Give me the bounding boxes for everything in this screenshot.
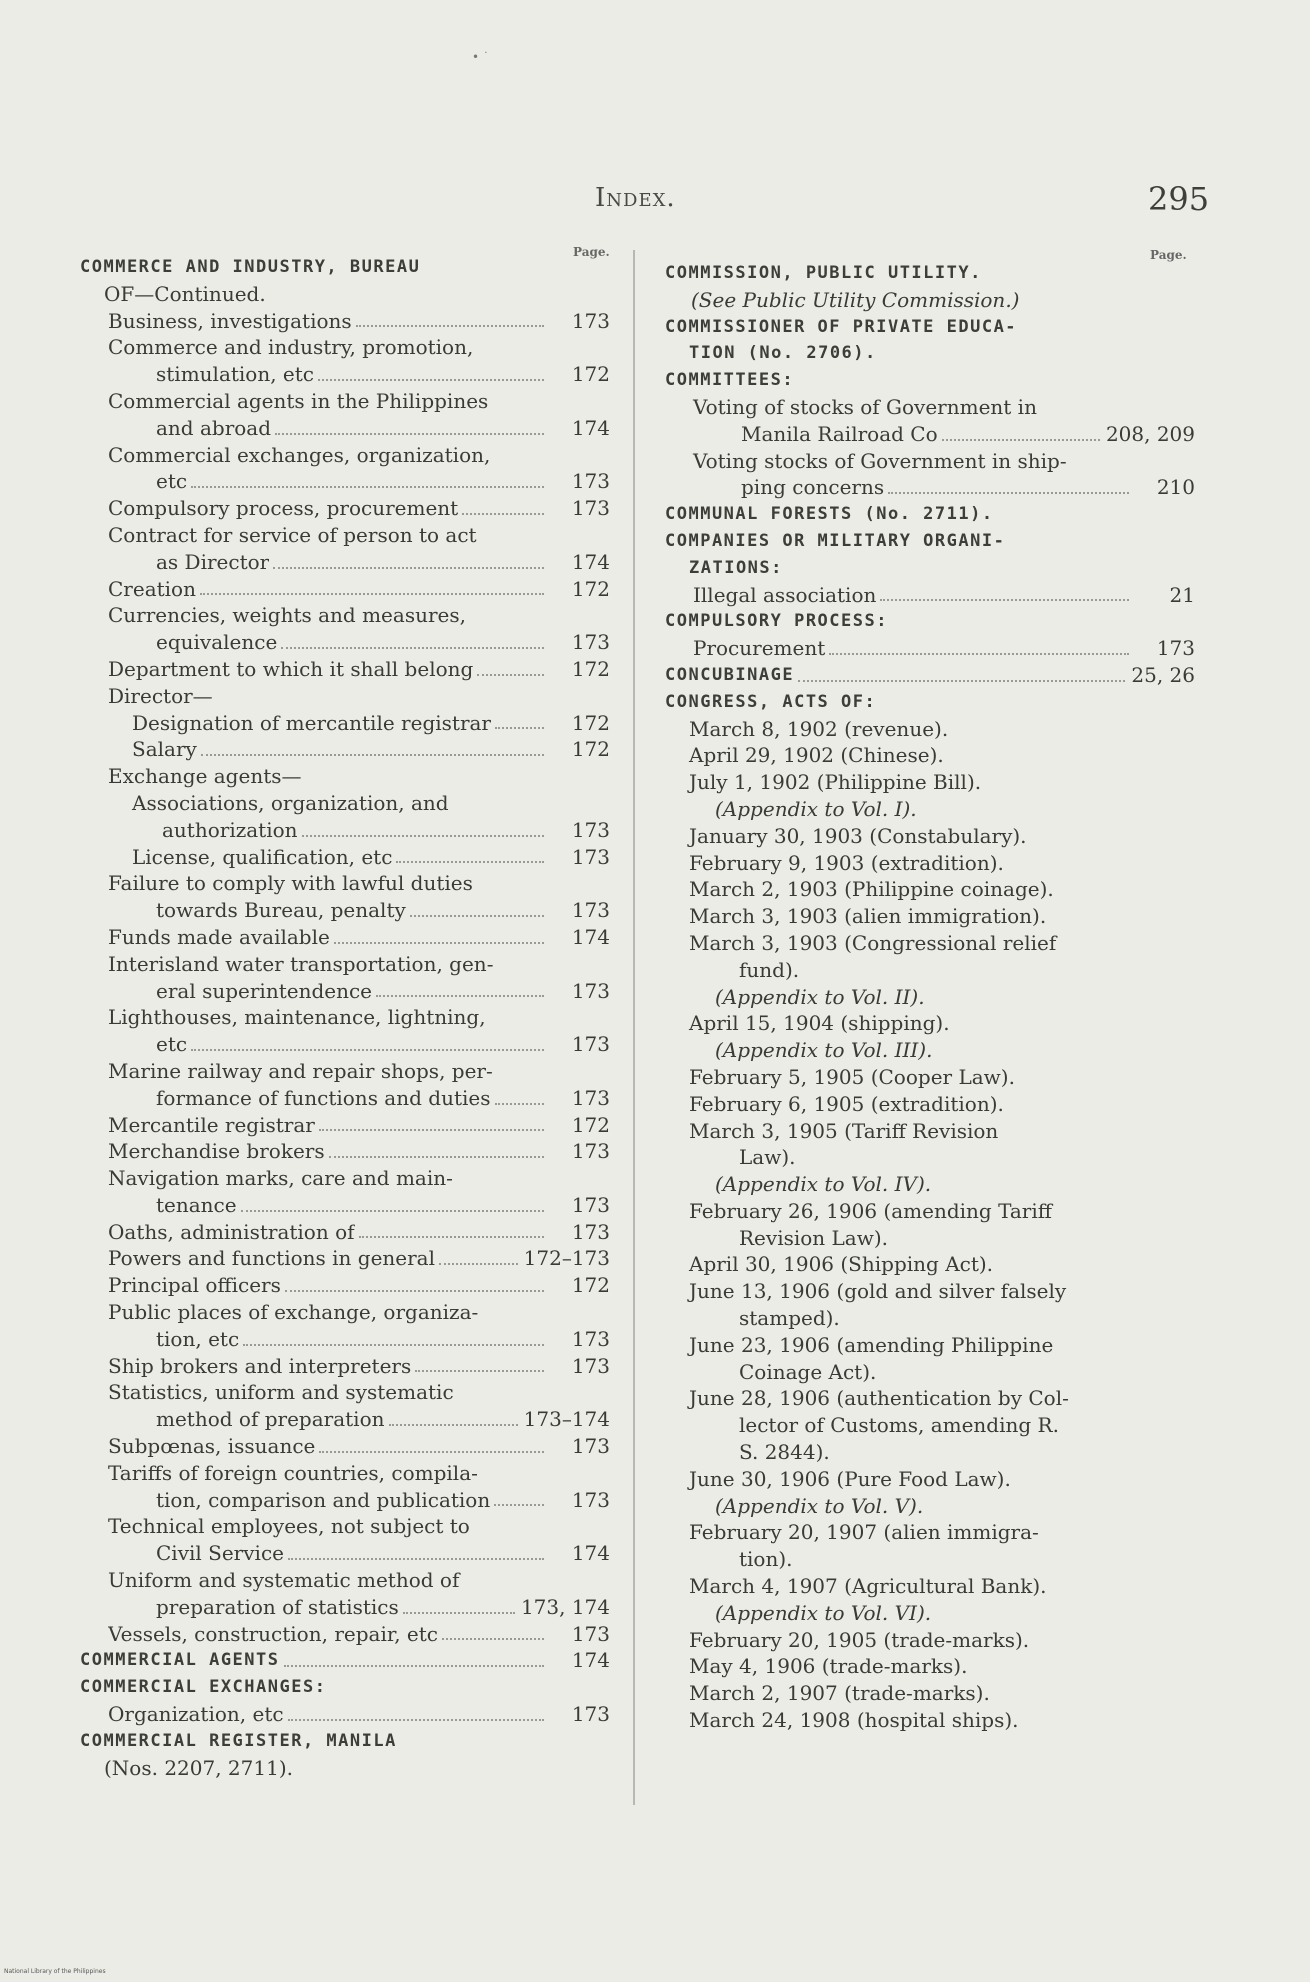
congress-act xyxy=(665,1064,1195,1091)
congress-act-text-cont: stamped). xyxy=(739,1306,840,1331)
entries-group-2 xyxy=(80,870,610,1647)
index-entry-text: Principal officers xyxy=(108,1273,281,1298)
index-entry xyxy=(80,1567,610,1621)
index-entry xyxy=(80,924,610,951)
index-entry-text: Creation xyxy=(108,576,196,601)
page-reference: 172 xyxy=(571,1112,610,1137)
index-entry-text: Salary xyxy=(132,737,197,762)
page-reference: 173 xyxy=(571,978,610,1003)
page-reference: 173 xyxy=(571,308,610,333)
commissioner-continued: TION (No. 2706). xyxy=(689,343,877,364)
index-entry xyxy=(80,870,610,924)
index-entry-text: Vessels, construction, repair, etc xyxy=(108,1621,438,1646)
congress-act-text: March 24, 1908 (hospital ships). xyxy=(689,1708,1019,1733)
index-entry xyxy=(80,790,610,844)
index-entry xyxy=(80,522,610,576)
index-entry xyxy=(80,1058,610,1112)
index-entry-text: Uniform and systematic method of xyxy=(108,1568,460,1593)
page-reference: 173 xyxy=(571,496,610,521)
index-entry-text-cont: equivalence xyxy=(156,630,278,655)
congress-act-text: April 15, 1904 (shipping). xyxy=(689,1011,950,1036)
congress-act xyxy=(665,1653,1195,1680)
index-entry-text: Failure to comply with lawful duties xyxy=(108,871,473,896)
index-entry-text-cont: method of preparation xyxy=(156,1407,385,1432)
congress-act xyxy=(665,930,1195,984)
congress-act-text-cont: Law). xyxy=(739,1145,796,1170)
index-entry-text-cont: formance of functions and duties xyxy=(156,1085,491,1110)
page-reference: 173 xyxy=(571,844,610,869)
page-reference: 174 xyxy=(571,924,610,949)
appendix-reference: (Appendix to Vol. IV). xyxy=(715,1172,932,1197)
commission-see-reference: (See Public Utility Commission.) xyxy=(691,287,1020,312)
page-reference: 173 xyxy=(571,817,610,842)
index-entry xyxy=(80,442,610,496)
index-entry-text: Interisland water transportation, gen- xyxy=(108,951,494,976)
congress-act-text: April 30, 1906 (Shipping Act). xyxy=(689,1252,994,1277)
index-entry xyxy=(80,1299,610,1353)
index-entry xyxy=(80,736,610,763)
page-mark: • ˙ xyxy=(472,50,489,64)
index-entry xyxy=(80,1513,610,1567)
congress-act xyxy=(665,1600,1195,1627)
index-entry-text: Navigation marks, care and main- xyxy=(108,1166,453,1191)
index-entry-text-cont: tion, etc xyxy=(156,1326,240,1351)
index-entry-text: Merchandise brokers xyxy=(108,1139,325,1164)
page-reference: 174 xyxy=(571,1541,610,1566)
page-reference: 173 xyxy=(571,1192,610,1217)
index-entry-text-cont: etc xyxy=(156,469,188,494)
page-reference: 173–174 xyxy=(523,1407,610,1432)
commercial-register-heading: COMMERCIAL REGISTER, MANILA xyxy=(80,1730,397,1751)
index-entry-text: Technical employees, not subject to xyxy=(108,1514,470,1539)
index-entry-text: Public places of exchange, organiza- xyxy=(108,1300,479,1325)
congress-act-text: May 4, 1906 (trade-marks). xyxy=(689,1654,968,1679)
page-reference: 172–173 xyxy=(523,1246,610,1271)
congress-act xyxy=(665,769,1195,796)
main-heading: COMMERCE AND INDUSTRY, BUREAU xyxy=(80,257,421,277)
congress-act-text-cont: S. 2844). xyxy=(739,1440,830,1465)
main-heading-continued: OF—Continued. xyxy=(104,281,266,306)
index-entry-text: Business, investigations xyxy=(108,308,352,333)
page-reference: 173 xyxy=(571,898,610,923)
congress-act-text: February 26, 1906 (amending Tariff xyxy=(689,1198,1052,1223)
page-reference: 173 xyxy=(571,1434,610,1459)
congress-act-text: March 4, 1907 (Agricultural Bank). xyxy=(689,1574,1047,1599)
index-entry-text-cont: and abroad xyxy=(156,415,272,440)
index-entry-text: Commercial agents in the Philippines xyxy=(108,388,489,413)
congress-act-text: February 6, 1905 (extradition). xyxy=(689,1091,1004,1116)
congress-act-text-cont: Revision Law). xyxy=(739,1225,889,1250)
index-entry-text-cont: etc xyxy=(156,1032,188,1057)
congress-act-text: April 29, 1902 (Chinese). xyxy=(689,743,944,768)
appendix-reference: (Appendix to Vol. V). xyxy=(715,1493,924,1518)
congress-act xyxy=(665,1198,1195,1252)
congress-act xyxy=(665,1627,1195,1654)
congress-acts-list xyxy=(665,716,1195,1734)
congress-act xyxy=(665,1466,1195,1493)
congress-act-text: March 2, 1903 (Philippine coinage). xyxy=(689,877,1054,902)
congress-acts-heading: CONGRESS, ACTS OF: xyxy=(665,691,877,712)
index-entry-text: Mercantile registrar xyxy=(108,1112,315,1137)
congress-act xyxy=(665,876,1195,903)
index-entry xyxy=(80,1460,610,1514)
congress-act xyxy=(665,1519,1195,1573)
index-entry xyxy=(80,656,610,683)
left-page-column-label: Page. xyxy=(573,245,610,259)
page-reference: 173 xyxy=(571,1032,610,1057)
index-entry xyxy=(665,448,1195,502)
index-entry xyxy=(80,576,610,603)
index-entry-text: Lighthouses, maintenance, lightning, xyxy=(108,1005,486,1030)
page-reference: 172 xyxy=(571,737,610,762)
index-entry xyxy=(80,334,610,388)
page-reference: 173 xyxy=(571,1487,610,1512)
index-entry-text: Funds made available xyxy=(108,924,330,949)
index-entry-text: Statistics, uniform and systematic xyxy=(108,1380,454,1405)
page-reference: 208, 209 xyxy=(1105,421,1195,446)
congress-act-text: February 20, 1905 (trade-marks). xyxy=(689,1627,1030,1652)
index-entry-text: Voting of stocks of Government in xyxy=(693,394,1037,419)
congress-act-text: March 3, 1903 (Congressional relief xyxy=(689,930,1057,955)
page-reference: 174 xyxy=(571,549,610,574)
index-entry xyxy=(80,1165,610,1219)
congress-act xyxy=(665,1251,1195,1278)
commercial-exchanges-entry: Organization, etc 173 xyxy=(108,1702,610,1727)
companies-entry: Illegal association 21 xyxy=(693,582,1195,607)
index-entry xyxy=(80,1379,610,1433)
index-entry xyxy=(80,1433,610,1460)
index-entry xyxy=(80,388,610,442)
congress-act xyxy=(665,1385,1195,1465)
index-entry-text: Powers and functions in general xyxy=(108,1246,436,1271)
congress-act xyxy=(665,1573,1195,1600)
index-entry-text: Commercial exchanges, organization, xyxy=(108,442,491,467)
director-label: Director— xyxy=(108,683,213,708)
commercial-register-continued: (Nos. 2207, 2711). xyxy=(104,1755,293,1780)
congress-act-text-cont: tion). xyxy=(739,1547,793,1572)
congress-act-text-cont: fund). xyxy=(739,957,800,982)
index-entry-text: Ship brokers and interpreters xyxy=(108,1353,412,1378)
index-entry-text: Currencies, weights and measures, xyxy=(108,603,466,628)
index-entry-text-cont: tion, comparison and publication xyxy=(156,1487,491,1512)
page-reference: 173 xyxy=(571,1353,610,1378)
congress-act xyxy=(665,903,1195,930)
congress-act xyxy=(665,1118,1195,1172)
congress-act-text: June 28, 1906 (authentication by Col- xyxy=(689,1386,1069,1411)
index-entry xyxy=(80,1219,610,1246)
page-reference: 174 xyxy=(571,415,610,440)
index-entry-text-cont: tenance xyxy=(156,1192,237,1217)
congress-act-text: June 13, 1906 (gold and silver falsely xyxy=(689,1279,1067,1304)
column-divider xyxy=(633,250,635,1805)
congress-act xyxy=(665,796,1195,823)
congress-act-text: March 3, 1905 (Tariff Revision xyxy=(689,1118,999,1143)
index-entry xyxy=(80,495,610,522)
congress-act xyxy=(665,1707,1195,1734)
exchange-entries xyxy=(80,790,610,870)
committees-heading: COMMITTEES: xyxy=(665,370,795,391)
congress-act xyxy=(665,1493,1195,1520)
index-entry xyxy=(80,1272,610,1299)
index-entry xyxy=(80,951,610,1005)
congress-act xyxy=(665,1091,1195,1118)
index-entry-text: Department to which it shall belong xyxy=(108,656,474,681)
index-entry-text: Compulsory process, procurement xyxy=(108,496,459,521)
congress-act xyxy=(665,1037,1195,1064)
congress-act xyxy=(665,823,1195,850)
index-entry-text-cont: Civil Service xyxy=(156,1541,284,1566)
page-reference: 173 xyxy=(571,1326,610,1351)
congress-act xyxy=(665,1010,1195,1037)
index-entry-text: Oaths, administration of xyxy=(108,1219,355,1244)
index-entry-text-cont: authorization xyxy=(162,817,298,842)
right-column xyxy=(665,260,1195,1734)
appendix-reference: (Appendix to Vol. II). xyxy=(715,984,925,1009)
congress-act-text: February 5, 1905 (Cooper Law). xyxy=(689,1064,1015,1089)
index-entry-text-cont: as Director xyxy=(156,549,270,574)
congress-act xyxy=(665,984,1195,1011)
congress-act-text: February 9, 1903 (extradition). xyxy=(689,850,1004,875)
appendix-reference: (Appendix to Vol. III). xyxy=(715,1038,933,1063)
page-reference: 173 xyxy=(571,1139,610,1164)
congress-act-text-cont: Coinage Act). xyxy=(739,1359,877,1384)
index-entry xyxy=(80,1004,610,1058)
page-reference: 172 xyxy=(571,710,610,735)
index-entry-text: Contract for service of person to act xyxy=(108,522,477,547)
commissioner-heading: COMMISSIONER OF PRIVATE EDUCA- xyxy=(665,316,1018,337)
entries-group-1 xyxy=(80,308,610,683)
index-entry-text: Tariffs of foreign countries, compila- xyxy=(108,1460,478,1485)
congress-act xyxy=(665,742,1195,769)
congress-act-text: June 30, 1906 (Pure Food Law). xyxy=(689,1466,1011,1491)
commercial-exchanges-heading: COMMERCIAL EXCHANGES: xyxy=(80,1677,327,1698)
congress-act xyxy=(665,850,1195,877)
index-entry-text: Associations, organization, and xyxy=(132,790,449,815)
page-number: 295 xyxy=(1148,180,1210,218)
communal-forests-heading: COMMUNAL FORESTS (No. 2711). xyxy=(665,504,994,525)
index-entry-text-cont: preparation of statistics xyxy=(156,1594,399,1619)
commercial-agents-entry: COMMERCIAL AGENTS 174 xyxy=(80,1648,610,1673)
page-reference: 173 xyxy=(571,1219,610,1244)
page-reference: 173 xyxy=(571,1085,610,1110)
concubinage-entry: CONCUBINAGE 25, 26 xyxy=(665,662,1195,687)
congress-act-text-cont: lector of Customs, amending R. xyxy=(739,1413,1059,1438)
congress-act-text: June 23, 1906 (amending Philippine xyxy=(689,1332,1054,1357)
index-entry-text-cont: stimulation, etc xyxy=(156,362,315,387)
director-entries xyxy=(80,710,610,764)
congress-act-text: March 3, 1903 (alien immigration). xyxy=(689,904,1047,929)
index-entry xyxy=(80,844,610,871)
congress-act-text: February 20, 1907 (alien immigra- xyxy=(689,1520,1039,1545)
page-title: Index. xyxy=(595,183,676,213)
index-entry-text-cont: ping concerns xyxy=(741,475,885,500)
index-entry xyxy=(80,1245,610,1272)
index-entry xyxy=(80,1353,610,1380)
committees-entries xyxy=(665,394,1195,501)
index-entry xyxy=(665,394,1195,448)
compulsory-process-heading: COMPULSORY PROCESS: xyxy=(665,611,888,632)
index-entry xyxy=(80,710,610,737)
congress-act-text: July 1, 1902 (Philippine Bill). xyxy=(689,770,982,795)
index-entry-text: Subpœnas, issuance xyxy=(108,1434,316,1459)
congress-act xyxy=(665,716,1195,743)
index-entry-text-cont: towards Bureau, penalty xyxy=(156,898,406,923)
compulsory-process-entry: Procurement 173 xyxy=(693,636,1195,661)
left-column xyxy=(80,254,610,1781)
congress-act xyxy=(665,1171,1195,1198)
congress-act-text: January 30, 1903 (Constabulary). xyxy=(689,823,1027,848)
index-entry-text: Commerce and industry, promotion, xyxy=(108,335,474,360)
page-reference: 210 xyxy=(1156,475,1195,500)
page-reference: 173 xyxy=(571,469,610,494)
index-entry-text-cont: eral superintendence xyxy=(156,978,373,1003)
index-entry xyxy=(80,1138,610,1165)
companies-continued: ZATIONS: xyxy=(689,557,783,578)
index-entry-text: Marine railway and repair shops, per- xyxy=(108,1058,493,1083)
index-entry xyxy=(80,1621,610,1648)
congress-act xyxy=(665,1680,1195,1707)
index-entry xyxy=(80,602,610,656)
page-reference: 173 xyxy=(571,1621,610,1646)
page-reference: 172 xyxy=(571,656,610,681)
index-entry xyxy=(80,1112,610,1139)
index-entry-text: Voting stocks of Government in ship- xyxy=(693,448,1067,473)
index-entry-text-cont: Manila Railroad Co xyxy=(741,421,938,446)
congress-act xyxy=(665,1278,1195,1332)
page-reference: 173 xyxy=(571,630,610,655)
exchange-label: Exchange agents— xyxy=(108,764,302,789)
page-reference: 173, 174 xyxy=(520,1594,610,1619)
congress-act-text: March 2, 1907 (trade-marks). xyxy=(689,1681,990,1706)
footer-credit: National Library of the Philippines xyxy=(4,1968,106,1975)
page-reference: 172 xyxy=(571,576,610,601)
page-reference: 172 xyxy=(571,1273,610,1298)
appendix-reference: (Appendix to Vol. VI). xyxy=(715,1600,932,1625)
index-entry xyxy=(80,308,610,335)
page-reference: 172 xyxy=(571,362,610,387)
congress-act xyxy=(665,1332,1195,1386)
index-entry-text: Designation of mercantile registrar xyxy=(132,710,491,735)
appendix-reference: (Appendix to Vol. I). xyxy=(715,796,917,821)
congress-act-text: March 8, 1902 (revenue). xyxy=(689,716,949,741)
right-page-column-label: Page. xyxy=(1150,248,1187,262)
companies-heading: COMPANIES OR MILITARY ORGANI- xyxy=(665,530,1006,551)
commission-heading: COMMISSION, PUBLIC UTILITY. xyxy=(665,263,982,283)
index-entry-text: License, qualification, etc xyxy=(132,844,393,869)
